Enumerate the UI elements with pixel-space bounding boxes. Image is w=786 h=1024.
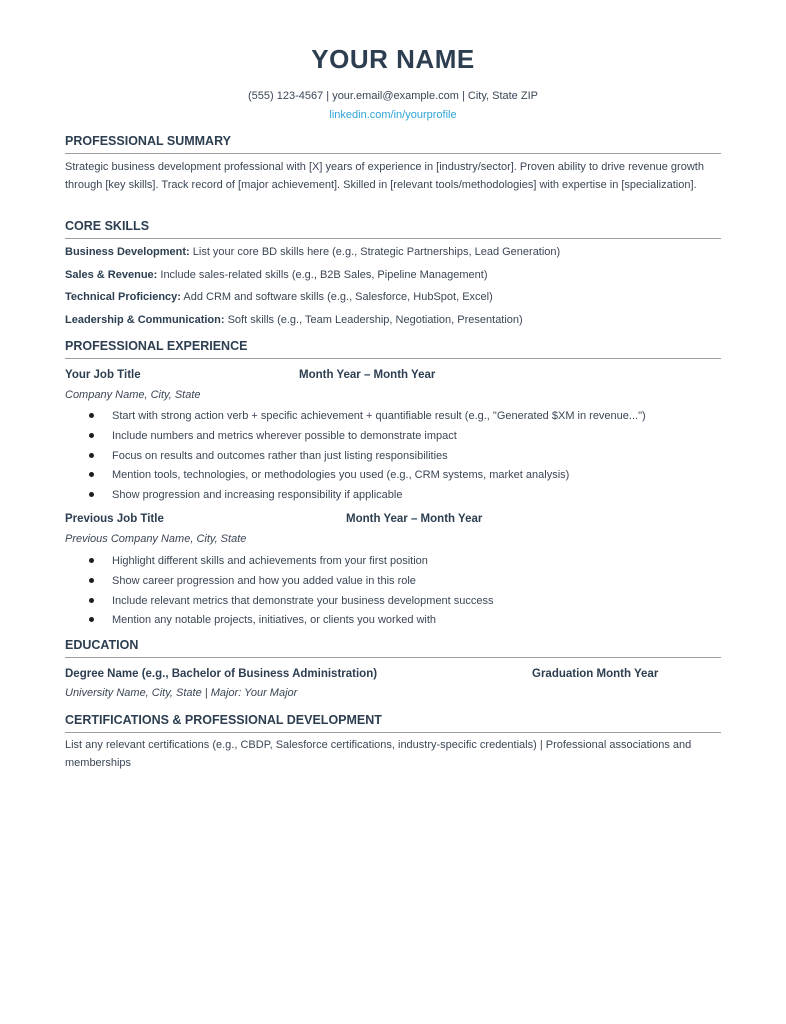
skill-label: Technical Proficiency: — [65, 291, 181, 303]
bullet-text: Mention any notable projects, initiatives, or clients you worked with — [112, 614, 437, 627]
bullet-icon — [89, 558, 94, 563]
skill-item — [65, 246, 560, 258]
linkedin-link[interactable]: linkedin.com/in/yourprofile — [329, 109, 457, 121]
bullet-text: Show progression and increasing responsibility if applicable — [112, 489, 403, 502]
bullet-icon — [89, 472, 94, 477]
school-name: University Name, City, State | Major: Your Major — [65, 687, 298, 699]
bullet-text: Highlight different skills and achievements from your first position — [112, 555, 428, 567]
bullet-icon — [89, 617, 94, 622]
bullet-icon — [89, 413, 94, 418]
degree-name: Degree Name (e.g., Bachelor of Business Administration) — [65, 668, 378, 680]
skill-item — [65, 291, 493, 303]
company-name: Company Name, City, State — [65, 389, 201, 401]
section-divider — [65, 238, 721, 239]
certifications-text: List any relevant certifications (e.g., CBDP, Salesforce certifications, industry-specific credentials) | Professional associations and memberships — [65, 739, 692, 769]
job-bullet — [86, 468, 646, 488]
section-divider — [65, 657, 721, 658]
job-bullet — [86, 449, 646, 469]
bullet-text: Focus on results and outcomes rather than just listing responsibilities — [112, 449, 448, 462]
job-bullet — [86, 613, 494, 633]
job-bullet — [86, 429, 646, 449]
job-bullet-list — [86, 409, 646, 508]
job-title: Your Job Title — [65, 369, 141, 381]
candidate-name: YOUR NAME — [311, 44, 475, 74]
skill-text: Soft skills (e.g., Team Leadership, Negotiation, Presentation) — [224, 314, 523, 326]
skill-item — [65, 269, 488, 281]
section-title-experience: PROFESSIONAL EXPERIENCE — [65, 339, 248, 353]
job-bullet — [86, 594, 494, 614]
section-title-skills: CORE SKILLS — [65, 219, 150, 233]
skill-label: Sales & Revenue: — [65, 269, 158, 281]
section-title-summary: PROFESSIONAL SUMMARY — [65, 134, 231, 148]
bullet-icon — [89, 492, 94, 497]
section-title-education: EDUCATION — [65, 638, 139, 652]
bullet-icon — [89, 433, 94, 438]
job-bullet — [86, 488, 646, 508]
bullet-text: Mention tools, technologies, or methodologies you used (e.g., CRM systems, market analysis) — [112, 469, 570, 482]
bullet-icon — [89, 453, 94, 458]
job-bullet — [86, 574, 494, 594]
skill-text: List your core BD skills here (e.g., Strategic Partnerships, Lead Generation) — [189, 246, 561, 258]
skill-text: Include sales-related skills (e.g., B2B Sales, Pipeline Management) — [157, 269, 488, 281]
bullet-icon — [89, 598, 94, 603]
skill-text: Add CRM and software skills (e.g., Salesforce, HubSpot, Excel) — [180, 291, 493, 303]
bullet-text: Include relevant metrics that demonstrate your business development success — [112, 594, 494, 607]
graduation-date: Graduation Month Year — [532, 668, 659, 680]
section-title-certifications: CERTIFICATIONS & PROFESSIONAL DEVELOPMENT — [65, 713, 382, 727]
section-divider — [65, 153, 721, 154]
section-divider — [65, 358, 721, 359]
job-title: Previous Job Title — [65, 513, 164, 525]
skill-label: Leadership & Communication: — [65, 314, 225, 326]
bullet-text: Start with strong action verb + specific achievement + quantifiable result (e.g., "Generated $XM in revenue...") — [112, 410, 646, 422]
skill-label: Business Development: — [65, 246, 190, 258]
summary-text: Strategic business development professional with [X] years of experience in [industry/sector]. Proven ability to drive revenue growth through [key skills]. Track record of [major achievement]. Skilled in [relevant tools/methodologies] with expertise in [specialization]. — [65, 161, 704, 191]
contact-line: (555) 123-4567 | your.email@example.com | City, State ZIP — [248, 90, 538, 102]
skill-item — [65, 314, 523, 326]
bullet-text: Show career progression and how you added value in this role — [112, 574, 416, 587]
section-divider — [65, 732, 721, 733]
job-dates: Month Year – Month Year — [299, 369, 436, 381]
job-dates: Month Year – Month Year — [346, 513, 483, 525]
job-bullet-list — [86, 554, 494, 633]
bullet-icon — [89, 578, 94, 583]
job-bullet — [86, 409, 646, 429]
job-bullet — [86, 554, 494, 574]
company-name: Previous Company Name, City, State — [65, 533, 247, 545]
bullet-text: Include numbers and metrics wherever possible to demonstrate impact — [112, 429, 457, 442]
